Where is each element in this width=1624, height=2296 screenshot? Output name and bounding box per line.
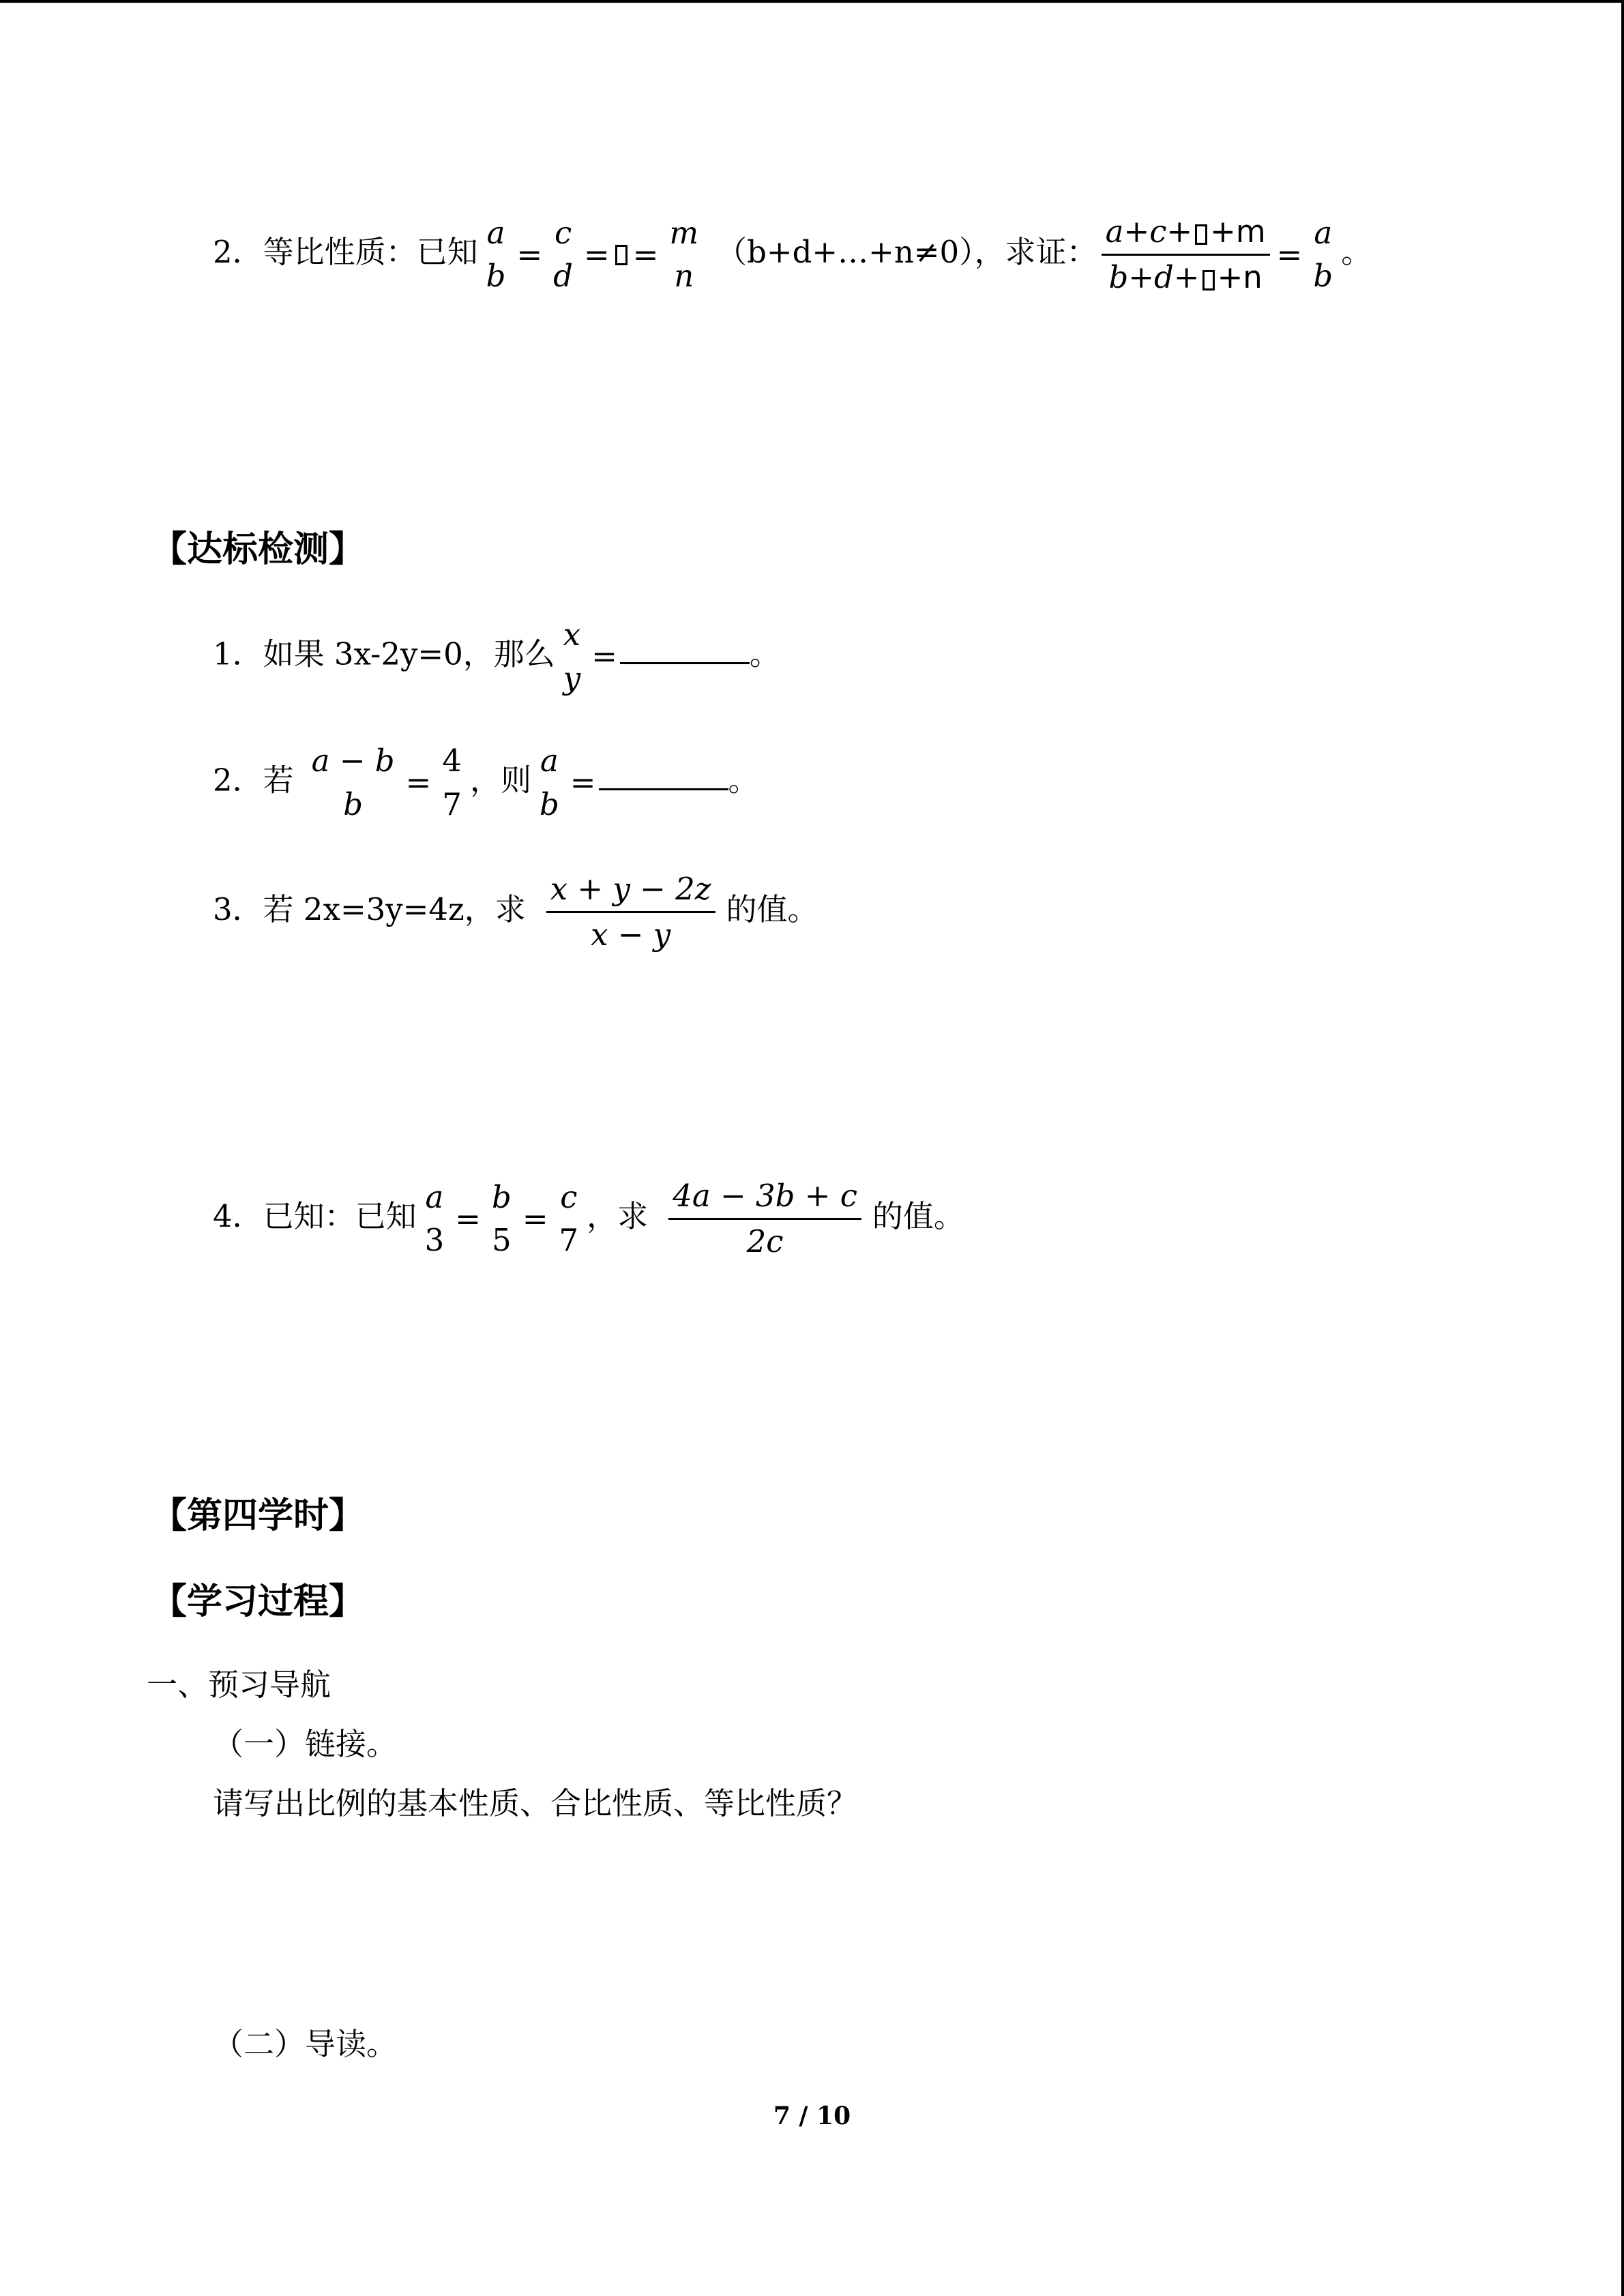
question-1: 1．如果 3x-2y=0，那么 x y = 。	[213, 616, 780, 696]
fraction-b-over-5: b 5	[492, 1178, 512, 1259]
fraction-a-over-3: a 3	[424, 1178, 445, 1259]
property-prefix: 2．等比性质：已知	[213, 233, 478, 270]
section-heading-lesson-4: 【第四学时】	[151, 1495, 365, 1536]
fraction-sum-numerators-over-sum-denominators: $\frac{a+c+ +m}{b+d+ +n}$	[1102, 214, 1270, 295]
question-2: 2．若 a − b b = 4 7 ，则 a b = 。	[213, 743, 759, 822]
fraction-m-over-n: m n	[669, 214, 699, 295]
subsection-link: （一）链接。	[213, 1726, 398, 1762]
property-condition: （b+d+…+n≠0），求证：	[716, 233, 1097, 270]
question-4: 4．已知：已知 a 3 = b 5 = c 7 ，求 $\frac{4a - 3b + c}{2c}$ 的值。	[213, 1178, 964, 1259]
section-preview-guide: 一、预习导航	[147, 1667, 331, 1703]
subsection-reading: （二）导读。	[213, 2026, 398, 2062]
fraction-expression: $\frac{x + y - 2z}{x - y}$	[546, 871, 715, 953]
placeholder-box	[1202, 270, 1215, 290]
fraction-x-over-y: x y	[563, 616, 581, 696]
fraction-expression: $\frac{4a - 3b + c}{2c}$	[668, 1178, 861, 1259]
fraction-a-over-b: a b	[1313, 214, 1333, 295]
fraction-c-over-d: c d	[553, 214, 573, 295]
section-heading-test: 【达标检测】	[151, 529, 365, 570]
answer-blank	[599, 788, 728, 790]
section-heading-learning-process: 【学习过程】	[151, 1581, 365, 1622]
fraction-a-minus-b-over-b: a − b b	[311, 743, 395, 822]
question-3: 3．若 2x=3y=4z，求 $\frac{x + y - 2z}{x - y}$ 的值。	[213, 871, 818, 953]
page-border	[1621, 0, 1624, 2296]
fraction-a-over-b: a b	[486, 214, 506, 295]
placeholder-box	[615, 245, 628, 265]
page-border	[0, 0, 1624, 3]
fraction-c-over-7: c 7	[559, 1178, 579, 1259]
fraction-4-over-7: 4 7	[442, 743, 462, 822]
subsection-link-text: 请写出比例的基本性质、合比性质、等比性质？	[213, 1785, 858, 1821]
equal-ratio-property-line: 2．等比性质：已知 a b = c d = = m n （b+d+…+n≠0），求证： $\frac{a+c+ +m}{b+d+ +n}$ = a b 。	[213, 213, 1372, 295]
placeholder-box	[1195, 224, 1207, 245]
answer-blank	[620, 662, 750, 664]
page-number: 7 / 10	[773, 2102, 851, 2130]
fraction-a-over-b: a b	[539, 743, 559, 822]
